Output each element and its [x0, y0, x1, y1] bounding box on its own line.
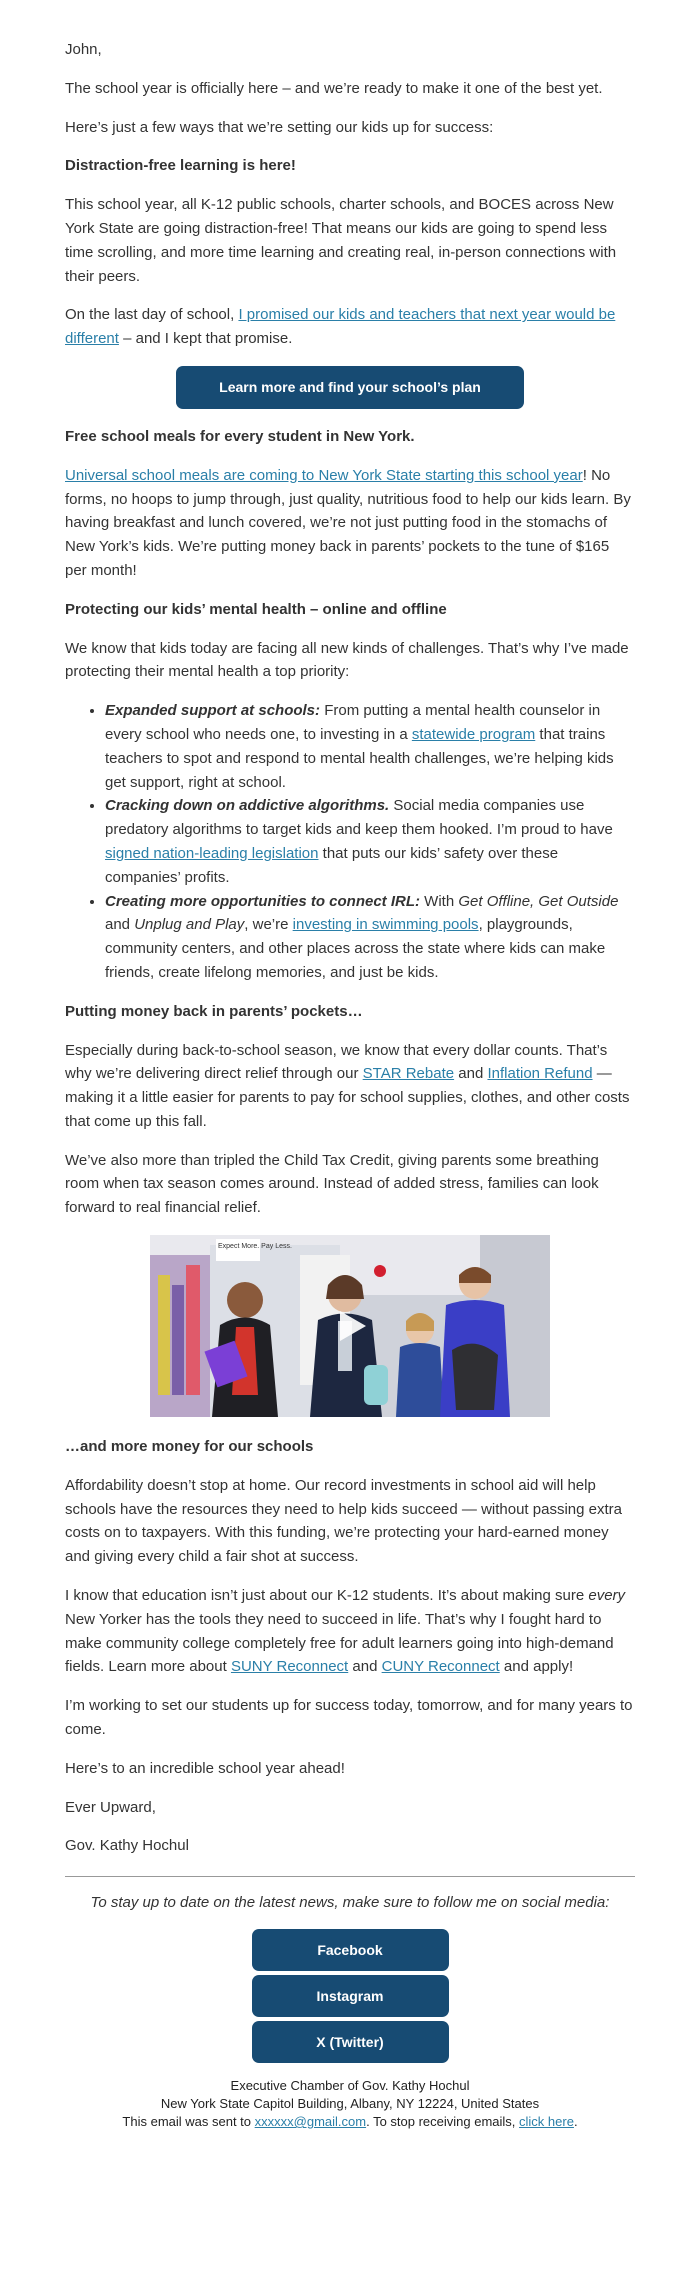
text-span: , playgrounds, community centers, and other places across the state where kids can make friends, create lifelong memories, and just be kids. — [105, 916, 606, 981]
intro-paragraph: The school year is officially here – and we’re ready to make it one of the best yet. — [65, 79, 603, 97]
store-sign-text: Expect More. Pay Less. — [218, 1243, 292, 1251]
section-heading-school-meals: Free school meals for every student in New York. — [65, 427, 415, 445]
text-span: From putting a mental health counselor in every school who needs one, to investing in a — [105, 702, 601, 743]
text-span: . To stop receiving emails, — [366, 2114, 520, 2130]
money-back-paragraph — [65, 1039, 635, 1134]
universal-meals-link[interactable]: Universal school meals are coming to New York State starting this school year — [65, 466, 583, 484]
text-span: and — [105, 916, 135, 934]
promise-link[interactable]: I promised our kids and teachers that next year would be different — [65, 306, 616, 348]
bullet-title: Expanded support at schools: — [105, 702, 321, 720]
bullet-title: Creating more opportunities to connect IRL: — [105, 892, 421, 910]
star-rebate-link[interactable]: STAR Rebate — [362, 1065, 455, 1083]
signature: Gov. Kathy Hochul — [65, 1837, 189, 1855]
find-school-plan-button[interactable]: Learn more and find your school’s plan — [176, 366, 524, 409]
greeting: John, — [65, 41, 102, 58]
section-heading-school-funding: …and more money for our schools — [65, 1438, 314, 1456]
divider — [65, 1876, 635, 1877]
program-name: Get Offline, Get Outside — [458, 892, 619, 910]
cuny-reconnect-link[interactable]: CUNY Reconnect — [381, 1658, 500, 1676]
mental-health-intro: We know that kids today are facing all new kinds of challenges. That’s why I’ve made protecting their mental health a top priority: — [65, 639, 629, 681]
facebook-button[interactable]: Facebook — [252, 1929, 449, 1971]
text-span: and — [348, 1658, 382, 1676]
legislation-link[interactable]: signed nation-leading legislation — [105, 844, 319, 862]
recipient-email-link[interactable]: xxxxxx@gmail.com — [254, 2114, 367, 2130]
closing-paragraph: I’m working to set our students up for success today, tomorrow, and for many years to come. — [65, 1697, 633, 1739]
intro-paragraph-2: Here’s just a few ways that we’re setting our kids up for success: — [65, 118, 494, 136]
text-span: On the last day of school, — [65, 306, 239, 324]
text-span: Especially during back-to-school season, we know that every dollar counts. That’s why we’re delivering direct relief through our — [65, 1041, 608, 1083]
text-span: New Yorker has the tools they need to succeed in life. That’s why I fought hard to make community college completely free for adult learners going into high-demand fields. Learn more about — [65, 1610, 614, 1676]
promise-paragraph — [65, 303, 635, 351]
text-span: that puts our kids’ safety over these companies’ profits. — [105, 844, 559, 886]
text-span: With — [420, 892, 459, 910]
distraction-free-body: This school year, all K-12 public schools, charter schools, and BOCES across New York State are going distraction-free! That means our kids are going to spend less time scrolling, and more time learning and creating real, in-person connections with their peers. — [65, 196, 617, 285]
swimming-pools-link[interactable]: investing in swimming pools — [292, 916, 479, 934]
emphasis: every — [588, 1587, 626, 1605]
footer-sent-line — [65, 2113, 635, 2131]
inflation-refund-link[interactable]: Inflation Refund — [487, 1065, 593, 1083]
closing-toast: Here’s to an incredible school year ahead! — [65, 1759, 345, 1777]
text-span: and apply! — [499, 1658, 574, 1676]
child-tax-credit-paragraph: We’ve also more than tripled the Child Tax Credit, giving parents some breathing room when tax season comes around. Instead of added stress, families can look forward to real financial relief. — [65, 1151, 599, 1217]
statewide-program-link[interactable]: statewide program — [411, 725, 536, 743]
twitter-button[interactable]: X (Twitter) — [252, 2021, 449, 2063]
email-footer — [65, 2077, 635, 2131]
sign-off: Ever Upward, — [65, 1798, 156, 1816]
text-span: , we’re — [244, 916, 293, 934]
suny-reconnect-link[interactable]: SUNY Reconnect — [230, 1658, 349, 1676]
email-body — [65, 0, 635, 2131]
section-heading-money-back: Putting money back in parents’ pockets… — [65, 1002, 363, 1020]
program-name: Unplug and Play — [134, 916, 245, 934]
community-college-paragraph — [65, 1584, 635, 1679]
footer-address: New York State Capitol Building, Albany, NY 12224, United States — [160, 2096, 540, 2112]
instagram-button[interactable]: Instagram — [252, 1975, 449, 2017]
list-item — [105, 890, 635, 985]
text-span: This email was sent to — [122, 2114, 255, 2130]
video-thumbnail[interactable] — [150, 1235, 550, 1417]
unsubscribe-link[interactable]: click here — [519, 2114, 574, 2130]
text-span: and — [454, 1065, 488, 1083]
text-span: Social media companies use predatory algorithms to target kids and keep them hooked. I’m proud to have — [105, 797, 613, 839]
text-span: – and I kept that promise. — [118, 330, 293, 348]
bullet-title: Cracking down on addictive algorithms. — [105, 797, 390, 815]
mental-health-list — [65, 699, 635, 985]
social-media-note: To stay up to date on the latest news, make sure to follow me on social media: — [90, 1894, 610, 1912]
section-heading-mental-health: Protecting our kids’ mental health – online and offline — [65, 600, 447, 618]
text-span: I know that education isn’t just about our K-12 students. It’s about making sure — [65, 1587, 589, 1605]
list-item — [105, 699, 635, 794]
footer-org: Executive Chamber of Gov. Kathy Hochul — [230, 2078, 470, 2094]
text-span: . — [573, 2114, 578, 2130]
text-span: ! No forms, no hoops to jump through, just quality, nutritious food to help our kids learn. By having breakfast and lunch covered, we’re not just putting food in the stomachs of New York’s kids. We’re putting money back in parents’ pockets to the tune of $165 per month! — [65, 466, 631, 579]
school-meals-body — [65, 464, 635, 583]
section-heading-distraction-free: Distraction-free learning is here! — [65, 157, 296, 175]
school-aid-paragraph: Affordability doesn’t stop at home. Our record investments in school aid will help schools have the resources they need to help kids succeed — without passing extra costs on to taxpayers. With this funding, we’re protecting your hard-earned money and giving every child a fair shot at success. — [65, 1476, 622, 1566]
list-item — [105, 794, 635, 889]
text-span: — making it a little easier for parents to pay for school supplies, clothes, and other costs that come up this fall. — [65, 1065, 630, 1130]
text-span: that trains teachers to spot and respond to mental health challenges, we’re helping kids get support, right at school. — [105, 725, 614, 791]
play-icon[interactable] — [330, 1306, 370, 1346]
